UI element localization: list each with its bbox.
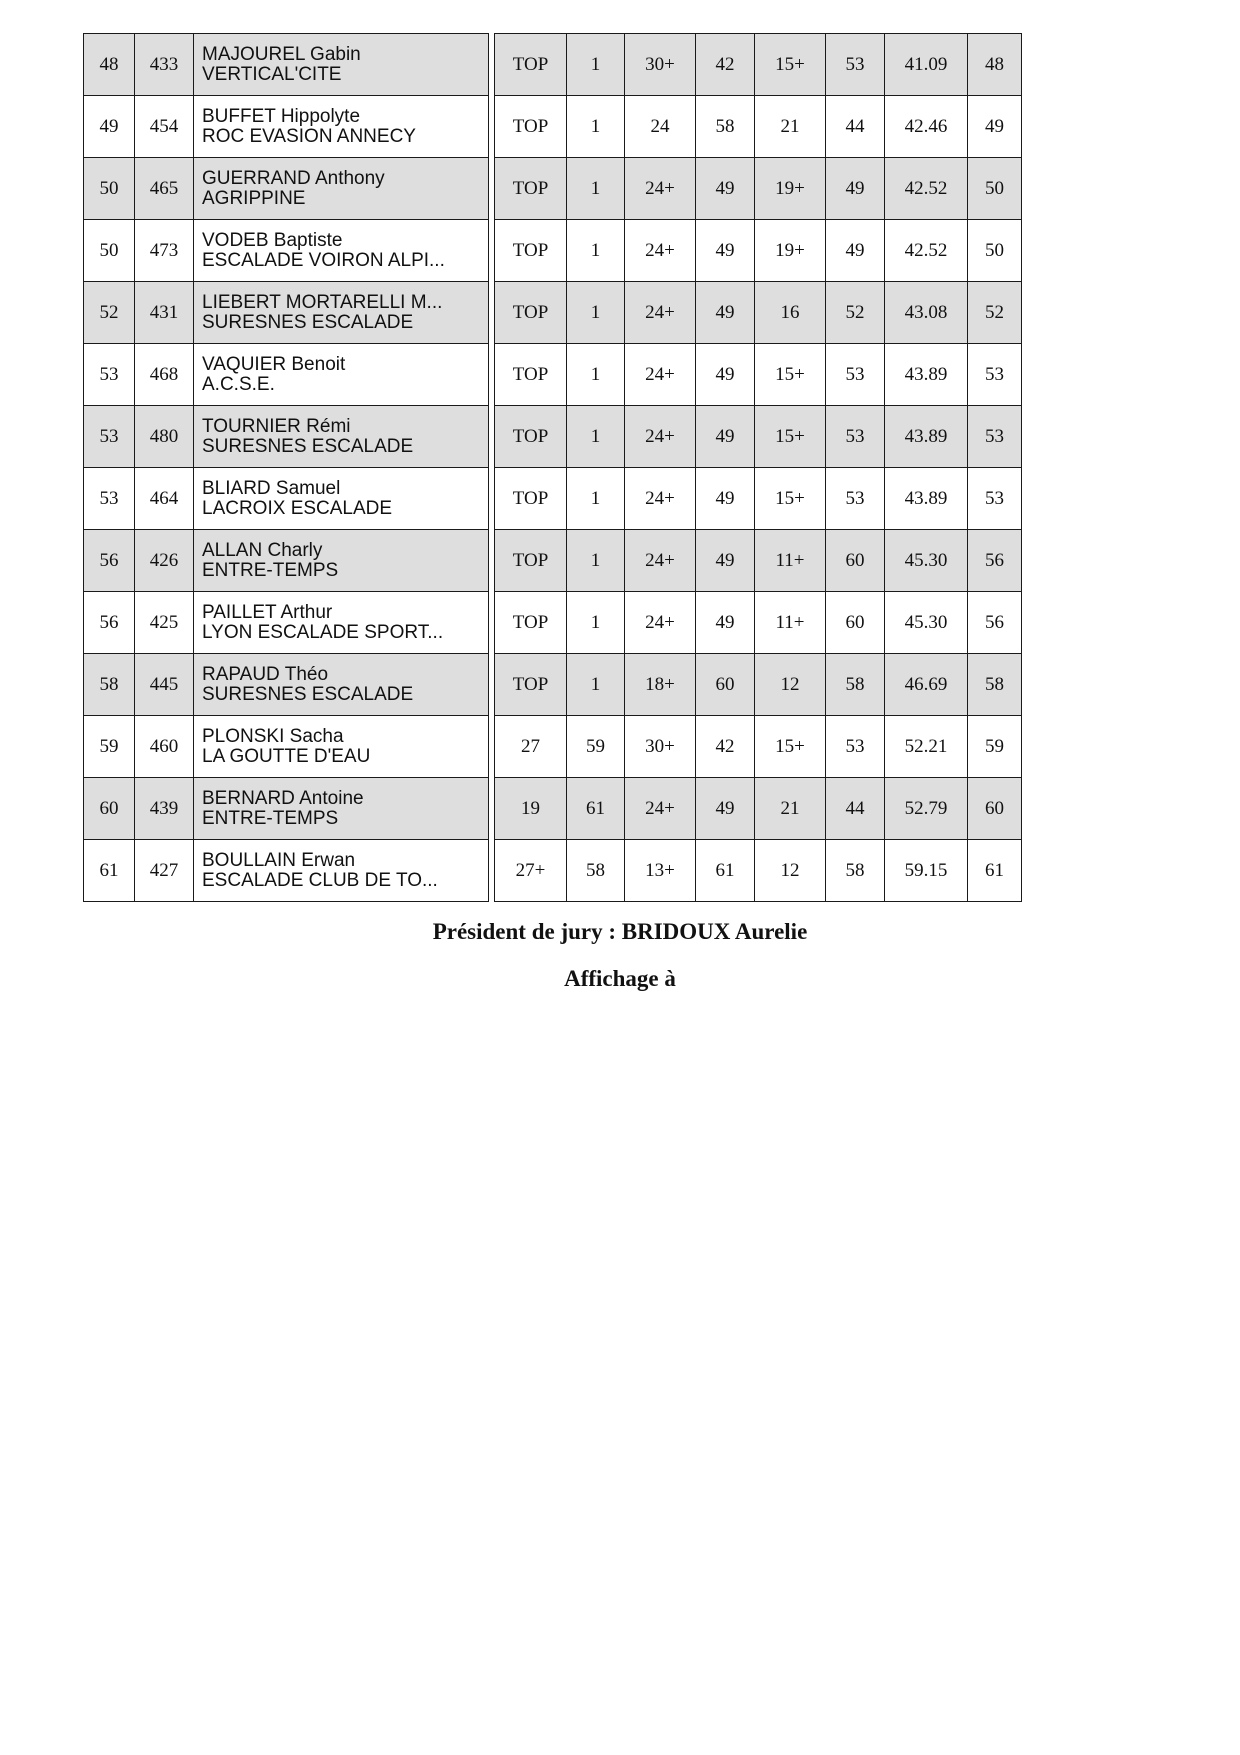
rank-cell: 61 [84,840,135,902]
athlete-club: ENTRE-TEMPS [202,559,339,581]
bib-cell: 480 [135,406,194,468]
competitor-row [84,530,489,592]
athlete-name: BERNARD Antoine [202,787,364,809]
athlete-name: PAILLET Arthur [202,601,333,623]
bib-cell: 439 [135,778,194,840]
results-table-competitors [83,33,489,902]
route3-result-cell: 11+ [755,592,826,654]
route2-rank-cell: 49 [696,282,755,344]
athlete-club: ESCALADE VOIRON ALPI... [202,249,445,271]
bib-cell: 425 [135,592,194,654]
score-row [495,716,1022,778]
route1-rank-cell: 1 [567,282,625,344]
route2-rank-cell: 49 [696,592,755,654]
final-rank-cell: 53 [968,468,1022,530]
athlete-club: AGRIPPINE [202,187,306,209]
competitor-row [84,716,489,778]
affichage-label: Affichage à [564,966,676,991]
route2-result-cell: 18+ [625,654,696,716]
score-row [495,220,1022,282]
athlete-name: VODEB Baptiste [202,229,343,251]
competitor-row [84,406,489,468]
route2-rank-cell: 60 [696,654,755,716]
route1-rank-cell: 1 [567,592,625,654]
athlete-name: BUFFET Hippolyte [202,105,361,127]
bib-cell: 460 [135,716,194,778]
route3-rank-cell: 58 [826,840,885,902]
final-rank-cell: 53 [968,344,1022,406]
route3-rank-cell: 53 [826,344,885,406]
athlete-cell [194,530,489,592]
route1-rank-cell: 1 [567,344,625,406]
route2-rank-cell: 49 [696,220,755,282]
total-score-cell: 45.30 [885,592,968,654]
route3-rank-cell: 58 [826,654,885,716]
route1-result-cell: TOP [495,654,567,716]
score-row [495,282,1022,344]
athlete-cell [194,592,489,654]
competitor-row [84,220,489,282]
route3-result-cell: 12 [755,654,826,716]
athlete-name: MAJOUREL Gabin [202,43,361,65]
route1-result-cell: 19 [495,778,567,840]
competitor-row [84,344,489,406]
rank-cell: 49 [84,96,135,158]
athlete-club: A.C.S.E. [202,373,275,395]
total-score-cell: 42.52 [885,158,968,220]
rank-cell: 53 [84,468,135,530]
competitor-row [84,34,489,96]
route1-rank-cell: 58 [567,840,625,902]
athlete-cell [194,220,489,282]
athlete-name: VAQUIER Benoit [202,353,346,375]
bib-cell: 433 [135,34,194,96]
route2-rank-cell: 49 [696,344,755,406]
route1-rank-cell: 1 [567,406,625,468]
final-rank-cell: 56 [968,592,1022,654]
athlete-cell [194,840,489,902]
total-score-cell: 43.89 [885,344,968,406]
athlete-cell [194,716,489,778]
route3-result-cell: 15+ [755,344,826,406]
final-rank-cell: 58 [968,654,1022,716]
score-row [495,654,1022,716]
bib-cell: 454 [135,96,194,158]
route2-rank-cell: 42 [696,716,755,778]
athlete-cell [194,34,489,96]
route1-rank-cell: 59 [567,716,625,778]
rank-cell: 50 [84,220,135,282]
final-rank-cell: 56 [968,530,1022,592]
route3-rank-cell: 60 [826,592,885,654]
final-rank-cell: 53 [968,406,1022,468]
route2-result-cell: 24+ [625,592,696,654]
athlete-club: SURESNES ESCALADE [202,683,414,705]
bib-cell: 473 [135,220,194,282]
total-score-cell: 52.21 [885,716,968,778]
bib-cell: 431 [135,282,194,344]
bib-cell: 465 [135,158,194,220]
route3-result-cell: 21 [755,778,826,840]
athlete-club: SURESNES ESCALADE [202,311,414,333]
route1-rank-cell: 1 [567,530,625,592]
rank-cell: 50 [84,158,135,220]
route3-rank-cell: 44 [826,96,885,158]
bib-cell: 426 [135,530,194,592]
athlete-name: RAPAUD Théo [202,663,329,685]
score-row [495,778,1022,840]
route3-result-cell: 15+ [755,468,826,530]
final-rank-cell: 60 [968,778,1022,840]
competitor-row [84,592,489,654]
route1-result-cell: TOP [495,158,567,220]
route2-result-cell: 24+ [625,530,696,592]
total-score-cell: 59.15 [885,840,968,902]
competitor-row [84,840,489,902]
score-row [495,406,1022,468]
route2-result-cell: 24+ [625,406,696,468]
athlete-club: SURESNES ESCALADE [202,435,414,457]
route1-rank-cell: 1 [567,468,625,530]
route1-rank-cell: 1 [567,220,625,282]
athlete-club: VERTICAL'CITE [202,63,342,85]
route3-result-cell: 19+ [755,220,826,282]
route2-rank-cell: 49 [696,530,755,592]
final-rank-cell: 59 [968,716,1022,778]
route3-rank-cell: 53 [826,34,885,96]
total-score-cell: 42.52 [885,220,968,282]
score-row [495,96,1022,158]
route3-rank-cell: 44 [826,778,885,840]
results-table-scores [494,33,1022,902]
route1-result-cell: TOP [495,468,567,530]
score-row [495,468,1022,530]
rank-cell: 56 [84,592,135,654]
route2-rank-cell: 49 [696,406,755,468]
route2-rank-cell: 61 [696,840,755,902]
jury-president-label: Président de jury : BRIDOUX Aurelie [432,919,808,944]
rank-cell: 52 [84,282,135,344]
athlete-club: LA GOUTTE D'EAU [202,745,371,767]
competitor-row [84,96,489,158]
route1-result-cell: TOP [495,34,567,96]
route1-result-cell: TOP [495,530,567,592]
bib-cell: 464 [135,468,194,530]
athlete-cell [194,96,489,158]
athlete-name: ALLAN Charly [202,539,323,561]
route3-rank-cell: 53 [826,406,885,468]
competitor-row [84,654,489,716]
route3-result-cell: 16 [755,282,826,344]
route2-result-cell: 24 [625,96,696,158]
athlete-club: ENTRE-TEMPS [202,807,339,829]
route2-rank-cell: 49 [696,778,755,840]
final-rank-cell: 52 [968,282,1022,344]
route1-result-cell: 27 [495,716,567,778]
route3-rank-cell: 53 [826,468,885,530]
athlete-name: PLONSKI Sacha [202,725,344,747]
final-rank-cell: 48 [968,34,1022,96]
competitor-row [84,282,489,344]
total-score-cell: 43.08 [885,282,968,344]
final-rank-cell: 61 [968,840,1022,902]
total-score-cell: 46.69 [885,654,968,716]
route2-result-cell: 24+ [625,468,696,530]
route3-rank-cell: 52 [826,282,885,344]
route3-result-cell: 12 [755,840,826,902]
athlete-cell [194,158,489,220]
score-row [495,592,1022,654]
total-score-cell: 43.89 [885,468,968,530]
athlete-club: ESCALADE CLUB DE TO... [202,869,438,891]
athlete-club: LYON ESCALADE SPORT... [202,621,444,643]
total-score-cell: 41.09 [885,34,968,96]
route1-result-cell: TOP [495,220,567,282]
route2-result-cell: 30+ [625,34,696,96]
rank-cell: 53 [84,344,135,406]
rank-cell: 53 [84,406,135,468]
route2-result-cell: 30+ [625,716,696,778]
route2-result-cell: 24+ [625,220,696,282]
route2-result-cell: 24+ [625,778,696,840]
score-row [495,344,1022,406]
score-row [495,158,1022,220]
competitor-row [84,158,489,220]
athlete-cell [194,282,489,344]
bib-cell: 427 [135,840,194,902]
route2-rank-cell: 42 [696,34,755,96]
rank-cell: 59 [84,716,135,778]
final-rank-cell: 49 [968,96,1022,158]
rank-cell: 56 [84,530,135,592]
route3-result-cell: 15+ [755,716,826,778]
competitor-row [84,778,489,840]
route2-rank-cell: 49 [696,468,755,530]
route2-result-cell: 24+ [625,158,696,220]
score-row [495,530,1022,592]
athlete-club: ROC EVASION ANNECY [202,125,416,147]
route1-result-cell: TOP [495,282,567,344]
route2-rank-cell: 49 [696,158,755,220]
route2-rank-cell: 58 [696,96,755,158]
athlete-name: LIEBERT MORTARELLI M... [202,291,443,313]
route3-rank-cell: 49 [826,158,885,220]
final-rank-cell: 50 [968,158,1022,220]
total-score-cell: 42.46 [885,96,968,158]
route1-result-cell: TOP [495,96,567,158]
route2-result-cell: 24+ [625,344,696,406]
route3-result-cell: 21 [755,96,826,158]
rank-cell: 60 [84,778,135,840]
total-score-cell: 52.79 [885,778,968,840]
score-row [495,840,1022,902]
route1-result-cell: TOP [495,592,567,654]
athlete-cell [194,406,489,468]
route2-result-cell: 13+ [625,840,696,902]
athlete-cell [194,654,489,716]
route1-result-cell: TOP [495,406,567,468]
total-score-cell: 43.89 [885,406,968,468]
final-rank-cell: 50 [968,220,1022,282]
competitor-row [84,468,489,530]
route3-result-cell: 19+ [755,158,826,220]
score-row [495,34,1022,96]
route1-rank-cell: 1 [567,158,625,220]
athlete-name: BOULLAIN Erwan [202,849,356,871]
route3-result-cell: 15+ [755,406,826,468]
route3-rank-cell: 49 [826,220,885,282]
route1-rank-cell: 1 [567,34,625,96]
route3-result-cell: 15+ [755,34,826,96]
route3-result-cell: 11+ [755,530,826,592]
route1-result-cell: 27+ [495,840,567,902]
athlete-name: TOURNIER Rémi [202,415,351,437]
route1-rank-cell: 1 [567,96,625,158]
athlete-cell [194,468,489,530]
route1-rank-cell: 61 [567,778,625,840]
total-score-cell: 45.30 [885,530,968,592]
rank-cell: 48 [84,34,135,96]
route2-result-cell: 24+ [625,282,696,344]
route3-rank-cell: 60 [826,530,885,592]
athlete-club: LACROIX ESCALADE [202,497,393,519]
route3-rank-cell: 53 [826,716,885,778]
athlete-cell [194,344,489,406]
bib-cell: 445 [135,654,194,716]
athlete-cell [194,778,489,840]
route1-result-cell: TOP [495,344,567,406]
bib-cell: 468 [135,344,194,406]
athlete-name: GUERRAND Anthony [202,167,385,189]
athlete-name: BLIARD Samuel [202,477,341,499]
rank-cell: 58 [84,654,135,716]
route1-rank-cell: 1 [567,654,625,716]
